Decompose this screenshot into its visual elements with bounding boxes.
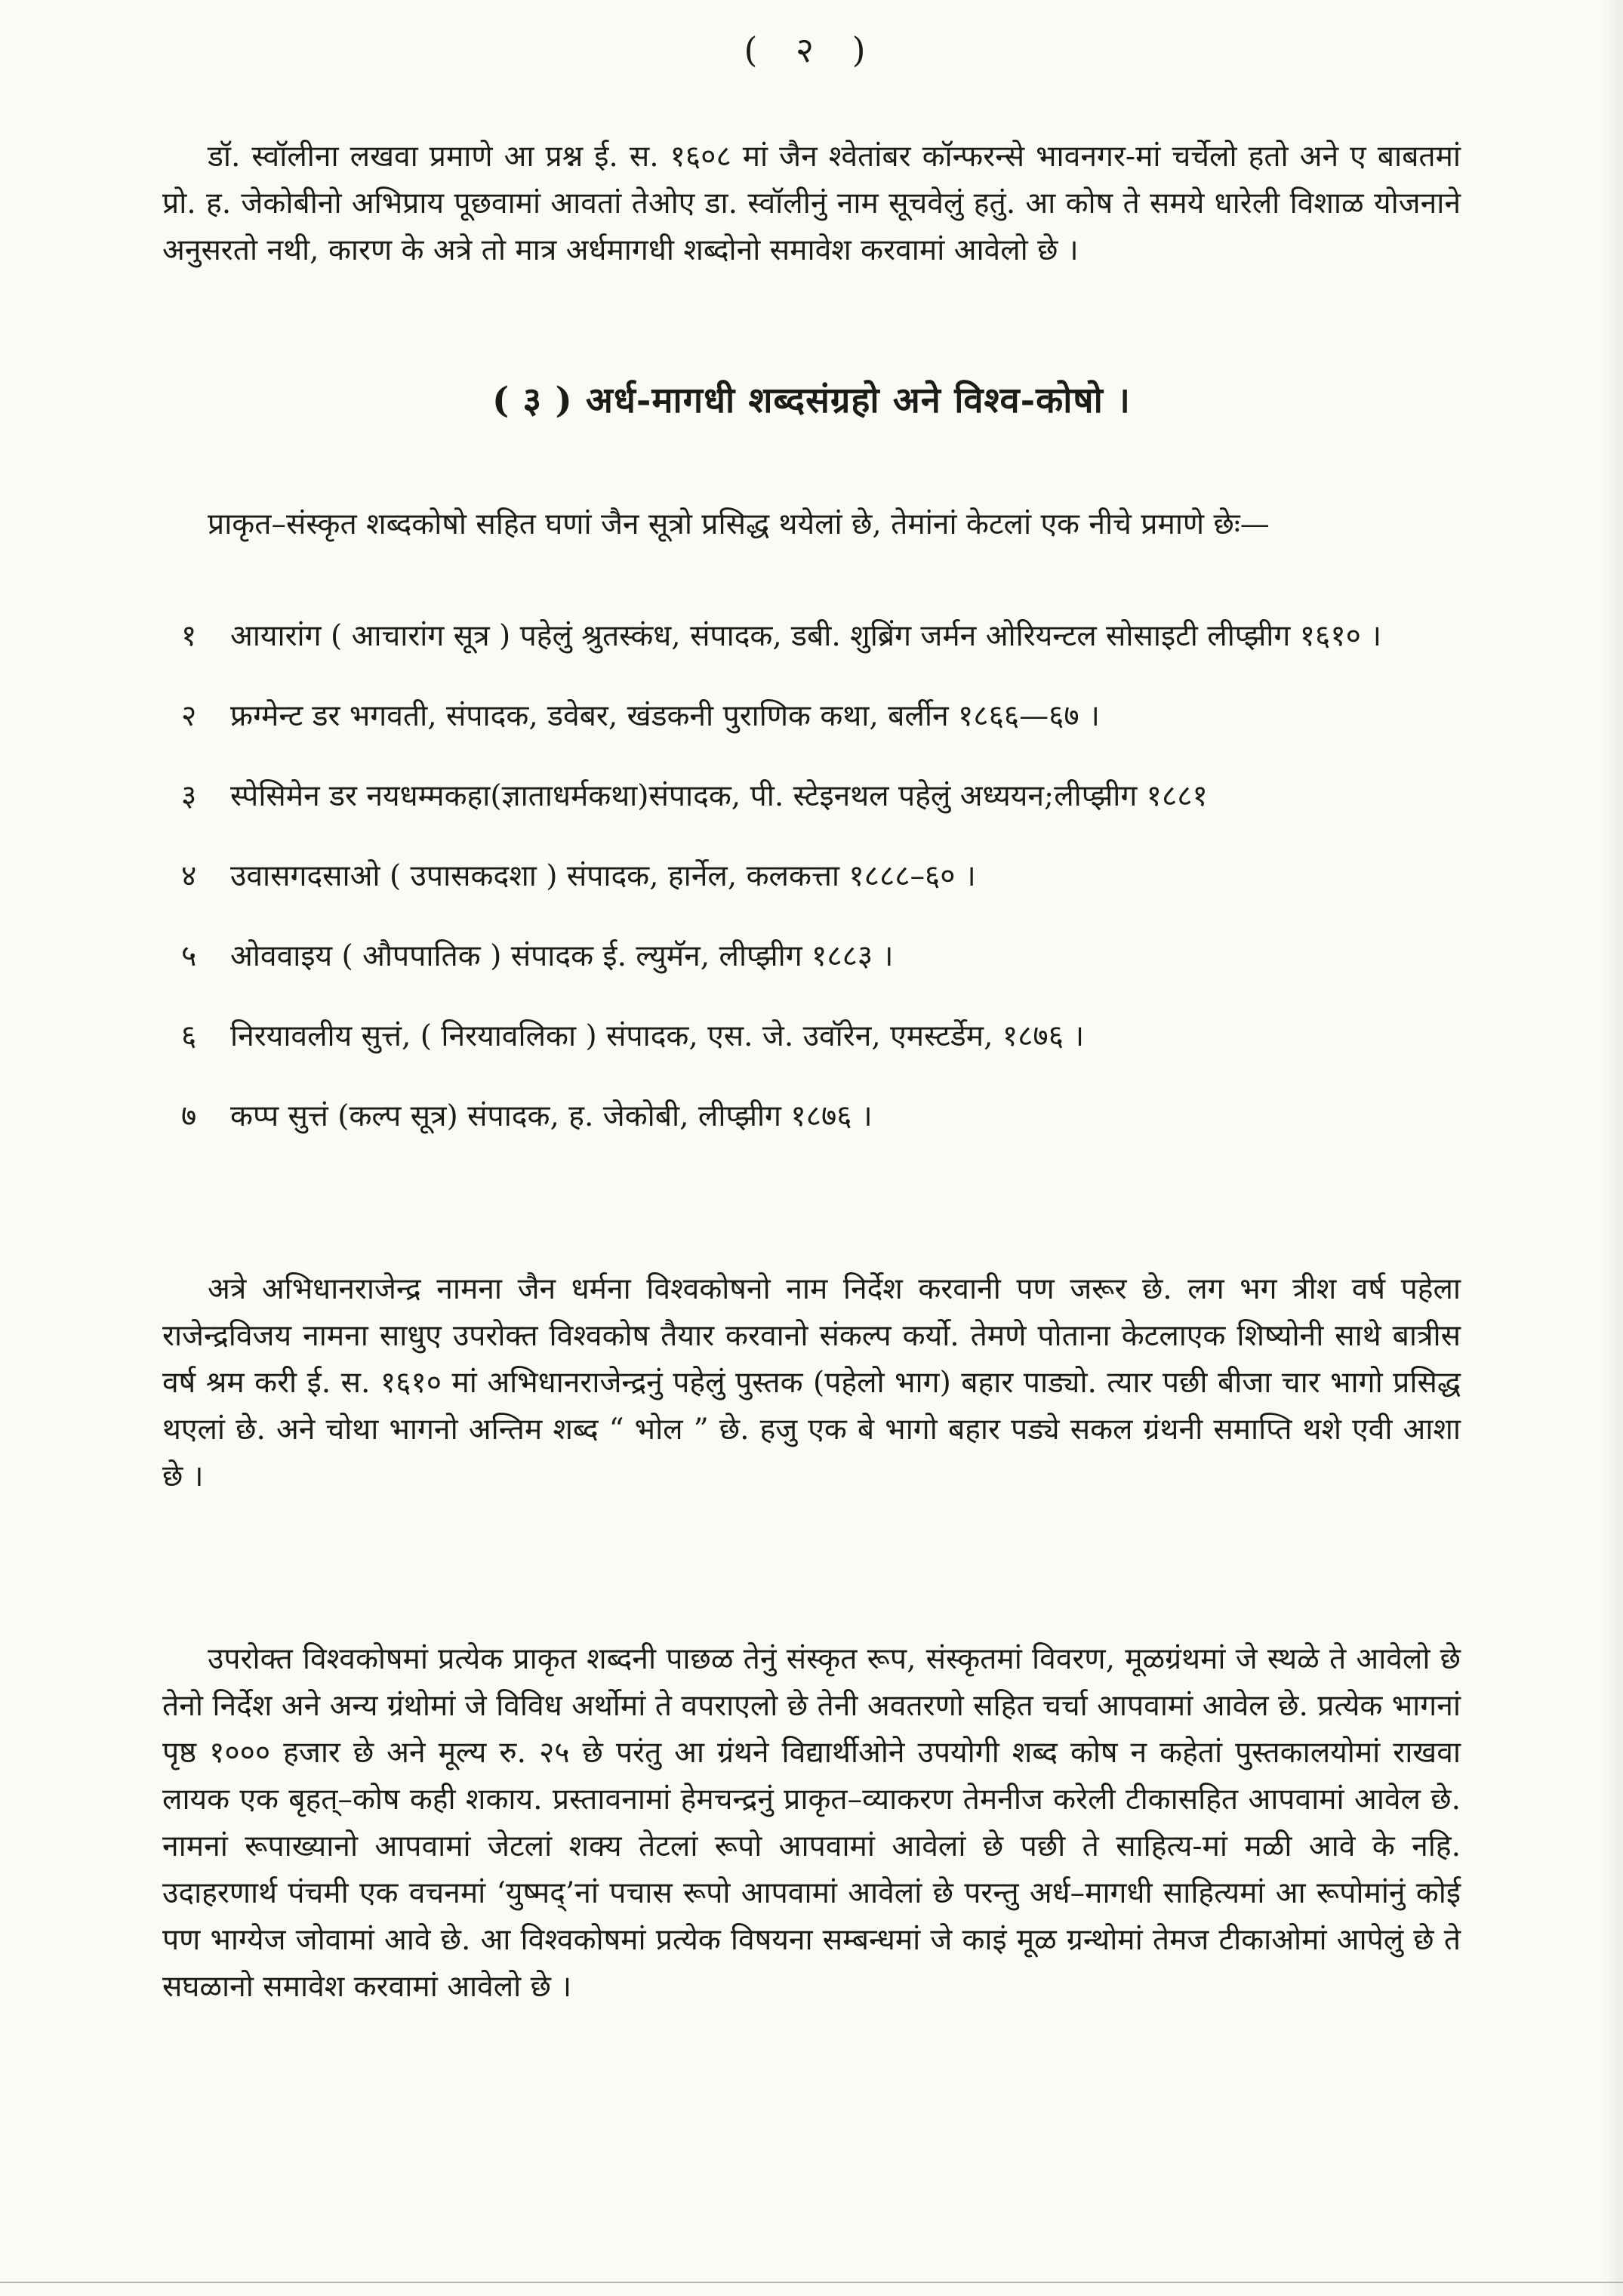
publication-list — [162, 613, 1491, 1173]
description-paragraph: उपरोक्त विश्वकोषमां प्रत्येक प्राकृत शब्दनी पाछळ तेनुं संस्कृत रूप, संस्कृतमां विवरण, मूळग्रंथमां जे स्थळे ते आवेलो छे तेनो निर्देश अने अन्य ग्रंथोमां जे विविध अर्थोमां ते वपराएलो छे तेनी अवतरणो सहित चर्चा आपवामां आवेल छे. प्रत्येक भागनां पृष्ठ १००० हजार छे अने मूल्य रु. २५ छे परंतु आ ग्रंथने विद्यार्थीओने उपयोगी शब्द कोष न कहेतां पुस्तकालयोमां राखवा लायक एक बृहत्–कोष कही शकाय. प्रस्तावनामां हेमचन्द्रनुं प्राकृत–व्याकरण तेमनीज करेली टीकासहित आपवामां आवेल छे. नामनां रूपाख्यानो आपवामां जेटलां शक्य तेटलां रूपो आपवामां आवेलां छे पछी ते साहित्य-मां मळी आवे के नहि. उदाहरणार्थ पंचमी एक वचनमां ‘युष्मद्’नां पचास रूपो आपवामां आवेलां छे परन्तु अर्ध–मागधी साहित्यमां आ रूपोमांनुं कोई पण भाग्येज जोवामां आवे छे. आ विश्वकोषमां प्रत्येक विषयना सम्बन्धमां जे काइं मूळ ग्रन्थोमां तेमज टीकाओमां आपेलुं छे ते सघळानो समावेश करवामां आवेलो छे । — [162, 1642, 1461, 2004]
list-item-text: ओववाइय ( औपपातिक ) संपादक ई. ल्युमॅन, लीप्झीग १८८३ । — [230, 939, 894, 973]
intro-paragraph: डॉ. स्वॉलीना लखवा प्रमाणे आ प्रश्न ई. स. १६०८ मां जैन श्वेतांबर कॉन्फरन्से भावनगर-मां चर्चेलो हतो अने ए बाबतमां प्रो. ह. जेकोबीनो अभिप्राय पूछवामां आवतां तेओए डा. स्वॉलीनुं नाम सूचवेलुं हतुं. आ कोष ते समये धारेली विशाळ योजनाने अनुसरतो नथी, कारण के अत्रे तो मात्र अर्धमागधी शब्दोनो समावेश करवामां आवेलो छे । — [162, 140, 1461, 267]
list-item — [162, 773, 1491, 820]
abhidhana-paragraph: अत्रे अभिधानराजेन्द्र नामना जैन धर्मना विश्वकोषनो नाम निर्देश करवानी पण जरूर छे. लग भग त्रीश वर्ष पहेला राजेन्द्रविजय नामना साधुए उपरोक्त विश्वकोष तैयार करवानो संकल्प कर्यो. तेमणे पोताना केटलाएक शिष्योनी साथे बात्रीस वर्ष श्रम करी ई. स. १६१० मां अभिधानराजेन्द्रनुं पहेलुं पुस्तक (पहेलो भाग) बहार पाड्यो. त्यार पछी बीजा चार भागो प्रसिद्ध थएलां छे. अने चोथा भागनो अन्तिम शब्द “ भोल ” छे. हजु एक बे भागो बहार पड्ये सकल ग्रंथनी समाप्ति थशे एवी आशा छे । — [162, 1272, 1461, 1493]
scan-edge-shadow — [1602, 0, 1623, 2296]
page-number: ( २ ) — [744, 29, 879, 70]
list-item-number: ७ — [181, 1099, 197, 1133]
list-item-text: कप्प सुत्तं (कल्प सूत्र) संपादक, ह. जेकोबी, लीप्झीग १८७६ । — [230, 1099, 873, 1133]
list-item-number: २ — [181, 699, 197, 733]
list-item — [162, 853, 1491, 900]
list-item — [162, 933, 1491, 980]
list-item-number: ३ — [181, 779, 197, 813]
list-item-text: उवासगदसाओ ( उपासकदशा ) संपादक, हार्नेल, कलकत्ता १८८८–६० । — [230, 859, 976, 893]
list-item-text: निरयावलीय सुत्तं, ( निरयावलिका ) संपादक, एस. जे. उवॉरेन, एमस्टर्डेम, १८७६ । — [230, 1019, 1085, 1053]
list-item-number: १ — [181, 619, 197, 653]
list-item-number: ६ — [181, 1019, 197, 1053]
list-item — [162, 613, 1491, 660]
bottom-rule — [0, 2282, 1623, 2283]
list-intro-paragraph: प्राकृत–संस्कृत शब्दकोषो सहित घणां जैन सूत्रो प्रसिद्ध थयेलां छे, तेमांनां केटलां एक नीचे प्रमाणे छेः— — [208, 507, 1270, 541]
list-item-text: फ्रग्मेन्ट डर भगवती, संपादक, डवेबर, खंडकनी पुराणिक कथा, बर्लीन १८६६—६७ । — [230, 699, 1100, 733]
list-item-text: आयारांग ( आचारांग सूत्र ) पहेलुं श्रुतस्कंध, संपादक, डबी. शुब्रिंग जर्मन ओरियन्टल सोसाइटी लीप्झीग १६१० । — [230, 619, 1382, 653]
list-item-number: ४ — [181, 859, 197, 893]
section-heading: ( ३ ) अर्ध-मागधी शब्दसंग्रहो अने विश्व-कोषो । — [492, 380, 1131, 421]
list-item — [162, 1093, 1491, 1140]
list-item — [162, 1013, 1491, 1060]
list-item-text: स्पेसिमेन डर नयधम्मकहा(ज्ञाताधर्मकथा)संपादक, पी. स्टेइनथल पहेलुं अध्ययन;लीप्झीग १८८१ — [230, 779, 1208, 813]
list-item-number: ५ — [181, 939, 197, 973]
list-item — [162, 693, 1491, 740]
